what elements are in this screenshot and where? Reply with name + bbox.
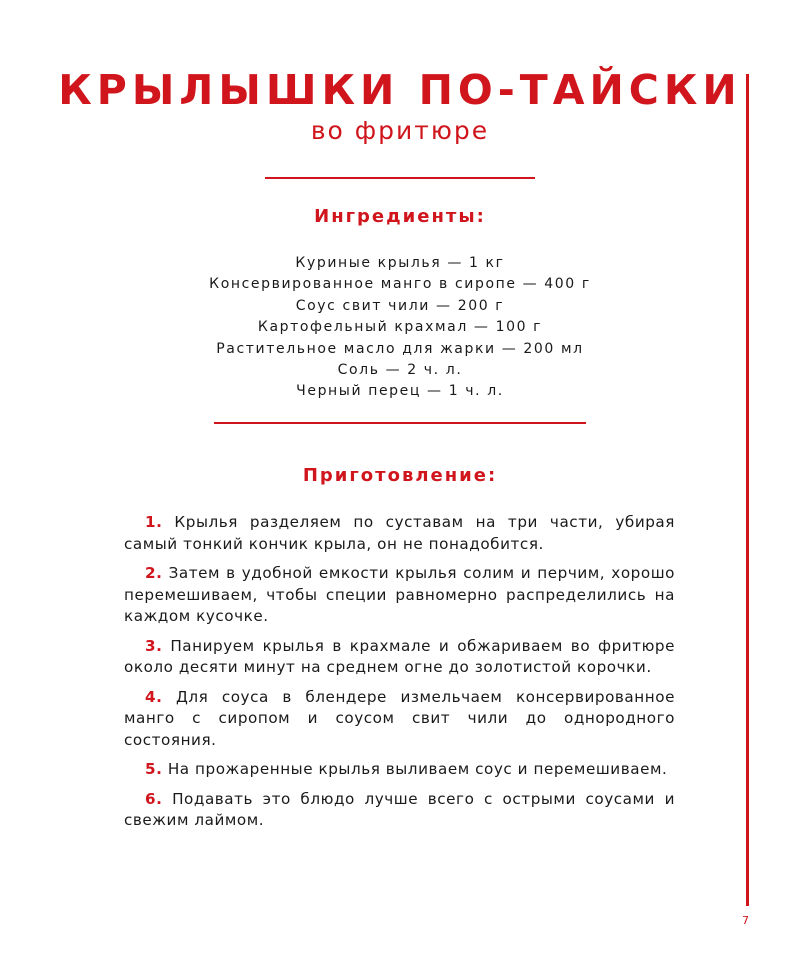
divider-middle [214,422,586,424]
recipe-title: КРЫЛЫШКИ ПО-ТАЙСКИ [58,66,742,114]
page-number: 7 [742,914,749,927]
preparation-step [124,759,675,781]
preparation-heading: Приготовление: [302,465,498,486]
preparation-step [124,687,675,752]
preparation-step [124,512,675,555]
step-number: 3. [145,636,163,655]
preparation-step [124,636,675,679]
step-text: Подавать это блюдо лучше всего с острыми соусами и свежим лаймом. [124,789,675,829]
divider-top [265,177,535,179]
ingredient-item: Растительное масло для жарки — 200 мл [216,340,584,357]
ingredient-item: Куриные крылья — 1 кг [295,255,505,271]
ingredients-list [0,253,800,403]
vertical-accent-line [746,74,749,906]
recipe-subtitle: во фритюре [310,116,490,145]
ingredient-item: Черный перец — 1 ч. л. [296,383,504,400]
ingredient-item: Консервированное манго в сиропе — 400 г [209,276,591,293]
step-text: На прожаренные крылья выливаем соус и перемешиваем. [167,760,668,778]
step-number: 2. [145,564,163,582]
preparation-step [124,789,675,832]
ingredient-item: Картофельный крахмал — 100 г [257,319,543,336]
step-text: Панируем крылья в крахмале и обжариваем во фритюре около десяти минут на среднем огне до золотистой корочки. [124,636,675,676]
step-number: 1. [145,513,163,531]
preparation-steps [124,512,675,840]
ingredient-item: Соус свит чили — 200 г [295,297,505,314]
step-number: 4. [145,687,163,706]
step-text: Для соуса в блендере измельчаем консервированное манго с сиропом и соусом свит чили до однородного состояния. [124,687,675,749]
step-text: Крылья разделяем по суставам на три части, убирая самый тонкий кончик крыла, он не понадобится. [124,513,675,553]
step-number: 6. [145,789,163,808]
step-text: Затем в удобной емкости крылья солим и перчим, хорошо перемешиваем, чтобы специи равномерно распределились на каждом кусочке. [124,564,676,625]
ingredients-heading: Ингредиенты: [314,206,486,227]
step-number: 5. [145,760,163,778]
ingredient-item: Соль — 2 ч. л. [337,362,463,379]
preparation-step [124,563,675,628]
